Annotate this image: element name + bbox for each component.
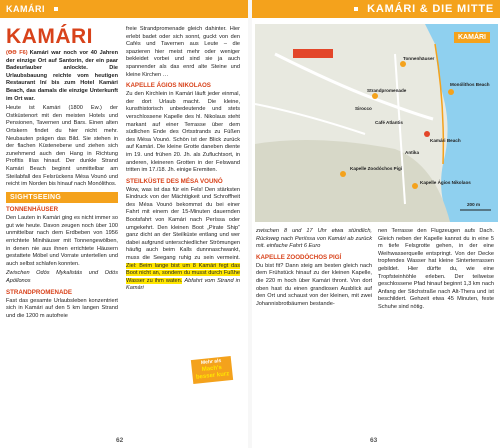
steil-text: Wow, was ist das für ein Fels! Den stärksten Eindruck von der Mächtigkeit und Schroffheit des Mésa Vounó bekommst du bei einer Fahrt mit einem der 15-Minuten dauernden Bootsfahrt von Kamári nach Períssa oder umgekehrt. Den kleinen Boot „Pirate Ship“ ganz dicht an der Steilküste entlang und wer dabei aufgrund unterschiedlicher Strömungen häufig auch beim Kalls dunnnaschwankt, muss die Seegang ruhig zu sein vermeint.	[126, 186, 240, 262]
page-gutter	[248, 0, 252, 448]
map-label: Strandpromenade	[367, 88, 407, 93]
agios-text: Zu den Kirchlein in Kamári läuft jeder einmal, der dort Urlaub macht. Die kleine, kunsthistorisch unbedeutende und stets verschlossene Kapelle des hl. Nikolaus steht markant auf einer Terrasse über dem südlichen Ende des Ortsstrands zu Füßen des Mésa Vounó. Schön ist der Blick zurück auf Kamári. Die kleine Grotte daneben diente im 19. und frühen 20. Jh. als Zufluchtsort, in anderen, kleineren Grotten in der Felswand tritten im 17./18. Jh. einige Eremiten.	[126, 91, 240, 174]
road	[275, 54, 433, 119]
map-label: Kapelle Zoodóchos Pigí	[350, 166, 403, 171]
kapelle-text: Du bist fit? Dann steig am besten gleich nach dem Frühstück hinauf zu der kleinen Kapelle, die 220 m hoch über Kamári thront. Von dort oben hast du einen grandiosen Ausblick auf den Ort und schaust von der kleinen, mit zwei Johannisbrotbäumen bestande-	[256, 262, 372, 307]
left-column	[6, 26, 118, 322]
steil-title: STEILKÜSTE DES MÉSA VOUNÓ	[126, 177, 223, 185]
tonnen-title: TONNENHÄUSER	[6, 206, 59, 214]
agios-title: KAPELLE ÁGIOS NIKOLAOS	[126, 82, 211, 90]
middle-column	[126, 26, 240, 295]
poi-marker	[424, 131, 430, 137]
page-number-left: 62	[116, 437, 124, 444]
page-number-right: 63	[370, 437, 378, 444]
poi-marker	[372, 93, 378, 99]
right-header-band	[252, 0, 500, 18]
page-title: KAMÁRI	[6, 25, 93, 48]
map-svg	[255, 24, 498, 222]
map-badge: KAMÁRI	[454, 32, 490, 43]
map-label: Monólithos Beach	[450, 82, 490, 87]
sticker-text: Mach's besser kurz	[195, 364, 230, 381]
strand-text: Fast das gesamte Urlaubsleben konzentriert sich in Kamári auf den 5 km langen Strand und die 1200 m autofreie	[6, 297, 118, 319]
road	[255, 104, 365, 134]
left-header-band	[0, 0, 248, 18]
strand-title: STRANDPROMENADE	[6, 288, 73, 296]
right-column-1	[256, 228, 372, 310]
poi-marker	[340, 171, 346, 177]
right-column-2	[378, 228, 494, 314]
ferry-text: zwischen 8 und 17 Uhr etwa stündlich, Rückweg nach Periíssa von Kamári ab zurück mit.	[256, 228, 372, 250]
poi-marker	[400, 61, 406, 67]
steil-ital: Abfahrt vom Strand in Kamári	[126, 277, 240, 292]
scale-label: 200 m	[467, 202, 481, 207]
tip-sticker	[191, 356, 233, 384]
poi-marker	[448, 89, 454, 95]
ferry-price: einfache Fahrt 6 Euro	[266, 243, 321, 250]
hotel-marker	[293, 49, 333, 58]
map-label: Café Atlantis	[375, 120, 403, 125]
header-square	[54, 7, 58, 11]
kapelle-title: KAPELLE ZOODÓCHOS PIGÍ	[256, 253, 342, 261]
map-label: Kapelle Ágios Nikolaos	[420, 180, 471, 185]
kamari-map	[255, 24, 498, 222]
map-label: Kamári Beach	[430, 138, 461, 143]
tonnen-address: Zwischen Odós Mykalistás und Odós Apóllonos	[6, 270, 118, 285]
map-label: Tonnenhäuser	[403, 56, 435, 61]
map-reference: (ƟƟ F6)	[6, 50, 28, 56]
middle-text: freie Strandpromenade gleich dahinter. Hier erlebt badet oder sich sonnt, guckt von den Cafés und Tavernen aus Leute – die spazieren hier meist mehr oder weniger bekleidet vorbei und sind sie ja auch spannender als das enrd alte Steine und kleine Kirchen …	[126, 26, 240, 78]
lead-text: Kamári war noch vor 40 Jahren der einzige Ort auf Santorin, der ein paar Badeurlauber anlockte. Die Urlaubsbauung reichte vom heutigen Restaurant Iní bis zum Hotel Kamári Beach, das damals die einzige Unterkunft im Ort war.	[6, 50, 118, 102]
sticker-top: Mehr als	[200, 358, 222, 367]
kapelle-text-cont: nen Terrasse den Flugzeugen aufs Dach. Gleich neben der Kapelle kannst du in eine 5 m tiefe Felsgrotte gehen, in der eine Weihwasserquelle entspringt. Von der Decke tropfendes Wasser hat kleine Sinterterrassen gebildet. Hier dürfte du, wie eine Tropfsteinhöhle erleben. Der teilweise geschlossene Pfad hinauf beginnt 1,3 km nach Anfang der Stichstraße nach Alt-Thera und ist beschildert. Gehzeit etwa 45 Minuten, feste Schuhe sind nötig.	[378, 228, 494, 310]
left-header-title: KAMÁRI	[6, 4, 45, 14]
header-square	[354, 7, 358, 11]
right-header-title: KAMÁRI & DIE MITTE	[367, 3, 494, 15]
poi-marker	[412, 183, 418, 189]
tonnen-text: Den Lauten in Kamári ging es nicht immer so gut wie heute. Davon zeugen noch über 100 unmittelbar nach dem Erdbeben von 1956 errichtete Minihäuser mit Tonnengewölben, in denen nie aus ihnen errichtete Häusern gestattete Möbel und Vorrate untertellen und auch selbst schlafen konnten.	[6, 215, 118, 267]
steil-highlight: Ziel: Beim lange bist um 8 Kamári fegt das Boot nicht an, sondern du musst durch Fußhe Wasser zu ihm waten.	[126, 262, 240, 284]
map-label: Sirocco	[355, 106, 372, 111]
map-label: Antika	[405, 150, 420, 155]
sightseeing-band: SIGHTSEEING	[6, 192, 118, 204]
body-text: Heute ist Kamári (1800 Ew.) der Ostküstenort mit den meisten Hotels und Pensionen, Tavernen und Bars. Einen alten Ortskern findet du hier nicht mehr. Neubauten prägen das Bild. Sie stehen in der flachen Küstenebene und ziehen sich zunehmend auch den Hang in Richtung Profítis Ilías hinauf. Der dunkle Strand Kamári Beach beginnt unmittelbar am Steilabfall des Felsrückens Mésa Vounó und reicht im Norden bis hinauf nach Monólithos.	[6, 105, 118, 188]
